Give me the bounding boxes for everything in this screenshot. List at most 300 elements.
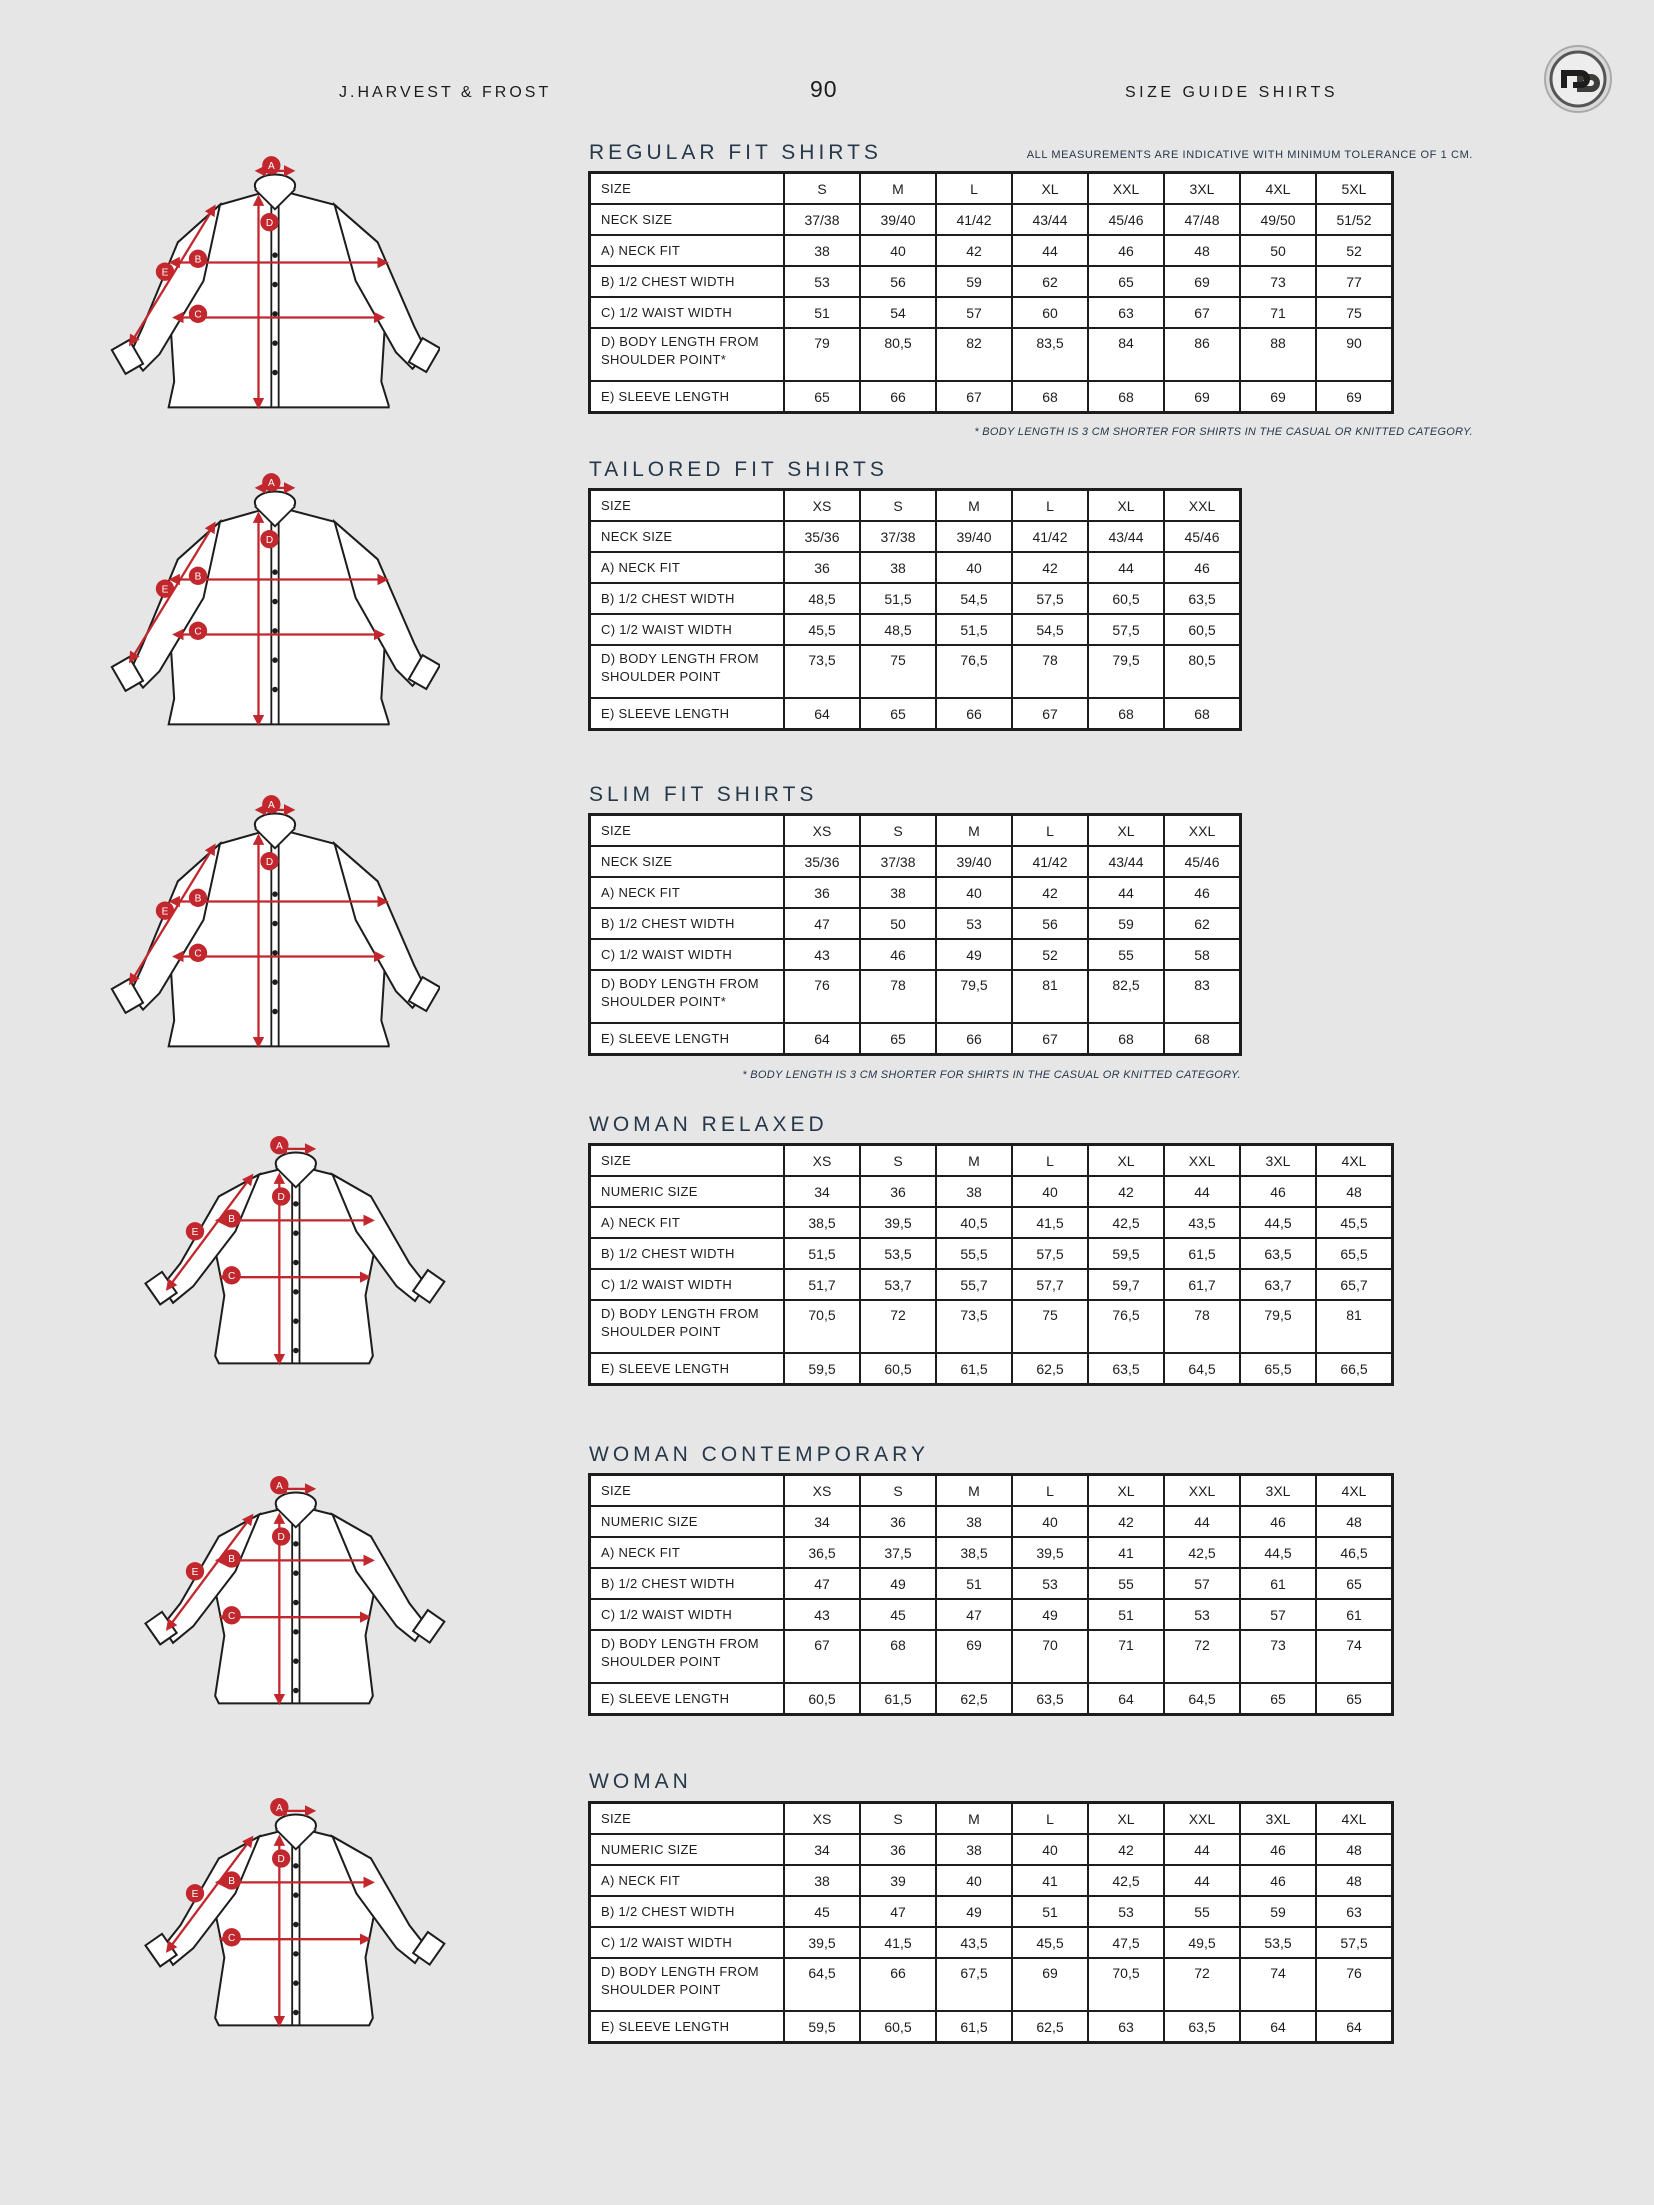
table-cell: 57,5: [1088, 614, 1164, 645]
table-cell: 39,5: [784, 1927, 860, 1958]
table-cell: 62,5: [1012, 1353, 1088, 1385]
svg-text:B: B: [228, 1554, 236, 1566]
table-cell: 60: [1012, 297, 1088, 328]
row-label: E) SLEEVE LENGTH: [590, 1683, 785, 1715]
marker-c: [189, 944, 207, 962]
svg-text:A: A: [267, 161, 275, 172]
table-cell: 48: [1316, 1834, 1393, 1865]
table-cell: 48: [1316, 1176, 1393, 1207]
table-cell: 41,5: [860, 1927, 936, 1958]
row-label: D) BODY LENGTH FROM SHOULDER POINT: [590, 1958, 785, 2011]
table-row: [590, 235, 1393, 266]
table-cell: 69: [1012, 1958, 1088, 2011]
table-cell: 75: [1316, 297, 1393, 328]
table-cell: 69: [1316, 381, 1393, 413]
table-cell: 48: [1316, 1506, 1393, 1537]
row-label: B) 1/2 CHEST WIDTH: [590, 1896, 785, 1927]
table-cell: 59: [936, 266, 1012, 297]
table-cell: 47: [936, 1599, 1012, 1630]
table-cell: 65: [860, 698, 936, 730]
table-cell: 46: [1240, 1506, 1316, 1537]
table-row: [590, 552, 1241, 583]
table-cell: 70,5: [784, 1300, 860, 1353]
table-cell: 48: [1316, 1865, 1393, 1896]
table-cell: 67: [936, 381, 1012, 413]
marker-d: [260, 530, 278, 548]
table-cell: 76: [784, 970, 860, 1023]
marker-a: [270, 1476, 288, 1494]
table-cell: 42: [936, 235, 1012, 266]
table-cell: 36: [784, 877, 860, 908]
table-row: [590, 490, 1241, 522]
table-cell: 65: [1088, 266, 1164, 297]
size-header-cell: XL: [1088, 1145, 1164, 1177]
table-row: [590, 1353, 1393, 1385]
table-cell: 73,5: [784, 645, 860, 698]
table-cell: 61: [1316, 1599, 1393, 1630]
table-cell: 38: [784, 235, 860, 266]
table-cell: 57: [1240, 1599, 1316, 1630]
row-label: NUMERIC SIZE: [590, 1176, 785, 1207]
table-row: [590, 583, 1241, 614]
size-header-cell: 4XL: [1316, 1475, 1393, 1507]
row-label: SIZE: [590, 1145, 785, 1177]
table-cell: 38: [936, 1176, 1012, 1207]
table-cell: 66: [936, 698, 1012, 730]
table-cell: 63: [1088, 2011, 1164, 2043]
table-cell: 90: [1316, 328, 1393, 381]
table-row: [590, 1927, 1393, 1958]
table-cell: 36,5: [784, 1537, 860, 1568]
table-cell: 37,5: [860, 1537, 936, 1568]
table-cell: 42: [1012, 552, 1088, 583]
table-cell: 68: [1164, 1023, 1241, 1055]
section-title: REGULAR FIT SHIRTS: [589, 141, 882, 164]
table-cell: 68: [1088, 381, 1164, 413]
marker-b: [223, 1549, 241, 1567]
table-cell: 65: [1240, 1683, 1316, 1715]
row-label: E) SLEEVE LENGTH: [590, 698, 785, 730]
table-cell: 45/46: [1164, 521, 1241, 552]
table-cell: 47/48: [1164, 204, 1240, 235]
table-cell: 51/52: [1316, 204, 1393, 235]
row-label: A) NECK FIT: [590, 1207, 785, 1238]
table-cell: 44,5: [1240, 1207, 1316, 1238]
table-cell: 44,5: [1240, 1537, 1316, 1568]
table-cell: 76: [1316, 1958, 1393, 2011]
table-cell: 46,5: [1316, 1537, 1393, 1568]
table-cell: 57: [936, 297, 1012, 328]
table-cell: 75: [1012, 1300, 1088, 1353]
table-cell: 80,5: [860, 328, 936, 381]
table-row: [590, 297, 1393, 328]
table-cell: 39/40: [860, 204, 936, 235]
table-cell: 44: [1164, 1865, 1240, 1896]
table-cell: 60,5: [860, 2011, 936, 2043]
size-header-cell: S: [860, 490, 936, 522]
svg-text:D: D: [265, 534, 274, 546]
table-cell: 41/42: [936, 204, 1012, 235]
table-cell: 46: [1240, 1176, 1316, 1207]
table-cell: 39,5: [1012, 1537, 1088, 1568]
table-cell: 43: [784, 1599, 860, 1630]
table-cell: 52: [1316, 235, 1393, 266]
table-row: [590, 939, 1241, 970]
table-cell: 64,5: [784, 1958, 860, 2011]
table-cell: 38,5: [936, 1537, 1012, 1568]
table-cell: 39: [860, 1865, 936, 1896]
row-label: E) SLEEVE LENGTH: [590, 381, 785, 413]
svg-text:B: B: [194, 893, 202, 905]
table-cell: 45,5: [1316, 1207, 1393, 1238]
table-cell: 63: [1088, 297, 1164, 328]
table-cell: 38: [860, 877, 936, 908]
table-cell: 45,5: [1012, 1927, 1088, 1958]
table-row: [590, 2011, 1393, 2043]
row-label: E) SLEEVE LENGTH: [590, 1353, 785, 1385]
table-cell: 68: [860, 1630, 936, 1683]
svg-text:C: C: [228, 1611, 236, 1622]
size-header-cell: 4XL: [1240, 173, 1316, 205]
table-cell: 45,5: [784, 614, 860, 645]
table-cell: 63,7: [1240, 1269, 1316, 1300]
table-cell: 64: [1240, 2011, 1316, 2043]
marker-b: [189, 250, 207, 268]
table-cell: 49/50: [1240, 204, 1316, 235]
row-label: B) 1/2 CHEST WIDTH: [590, 908, 785, 939]
svg-text:B: B: [194, 254, 202, 266]
table-cell: 57,5: [1012, 1238, 1088, 1269]
table-row: [590, 698, 1241, 730]
marker-c: [223, 1928, 241, 1946]
table-cell: 59,5: [784, 1353, 860, 1385]
size-header-cell: 3XL: [1240, 1475, 1316, 1507]
table-cell: 42: [1088, 1834, 1164, 1865]
marker-e: [186, 1562, 204, 1580]
marker-a: [270, 1136, 288, 1154]
table-cell: 56: [860, 266, 936, 297]
table-cell: 63,5: [1012, 1683, 1088, 1715]
size-header-cell: S: [860, 1475, 936, 1507]
table-cell: 61,7: [1164, 1269, 1240, 1300]
table-cell: 54,5: [1012, 614, 1088, 645]
size-table: [588, 1143, 1394, 1386]
table-cell: 76,5: [936, 645, 1012, 698]
row-label: SIZE: [590, 173, 785, 205]
row-label: B) 1/2 CHEST WIDTH: [590, 583, 785, 614]
table-cell: 44: [1088, 552, 1164, 583]
table-cell: 59,5: [784, 2011, 860, 2043]
row-label: NECK SIZE: [590, 846, 785, 877]
shirt-diagram: [140, 1463, 470, 1753]
table-cell: 42: [1088, 1506, 1164, 1537]
table-cell: 40: [936, 877, 1012, 908]
table-cell: 79,5: [1240, 1300, 1316, 1353]
size-header-cell: XL: [1088, 490, 1164, 522]
table-row: [590, 521, 1241, 552]
table-cell: 43/44: [1088, 521, 1164, 552]
table-cell: 51: [1012, 1896, 1088, 1927]
table-cell: 63: [1316, 1896, 1393, 1927]
marker-b: [223, 1871, 241, 1889]
table-cell: 79: [784, 328, 860, 381]
row-label: D) BODY LENGTH FROM SHOULDER POINT: [590, 1630, 785, 1683]
table-cell: 63,5: [1240, 1238, 1316, 1269]
table-cell: 60,5: [784, 1683, 860, 1715]
table-cell: 69: [1164, 266, 1240, 297]
section-title: WOMAN: [589, 1770, 692, 1793]
size-header-cell: S: [860, 1803, 936, 1835]
table-cell: 38: [860, 552, 936, 583]
svg-text:D: D: [265, 856, 274, 868]
table-cell: 42: [1088, 1176, 1164, 1207]
table-cell: 46: [1164, 877, 1241, 908]
table-cell: 56: [1012, 908, 1088, 939]
table-row: [590, 1145, 1393, 1177]
table-row: [590, 1683, 1393, 1715]
table-cell: 51,5: [784, 1238, 860, 1269]
table-cell: 65: [784, 381, 860, 413]
header-brand: J.HARVEST & FROST: [339, 84, 552, 101]
row-label: B) 1/2 CHEST WIDTH: [590, 1568, 785, 1599]
table-cell: 69: [936, 1630, 1012, 1683]
table-row: [590, 204, 1393, 235]
table-cell: 45/46: [1088, 204, 1164, 235]
table-cell: 64,5: [1164, 1353, 1240, 1385]
marker-a: [262, 156, 280, 174]
table-cell: 35/36: [784, 521, 860, 552]
table-cell: 71: [1088, 1630, 1164, 1683]
table-cell: 49: [936, 1896, 1012, 1927]
table-cell: 75: [860, 645, 936, 698]
table-cell: 88: [1240, 328, 1316, 381]
marker-d: [272, 1187, 290, 1205]
table-cell: 53: [1164, 1599, 1240, 1630]
table-cell: 67: [1164, 297, 1240, 328]
table-row: [590, 1537, 1393, 1568]
table-cell: 68: [1088, 698, 1164, 730]
table-cell: 39/40: [936, 521, 1012, 552]
table-cell: 44: [1012, 235, 1088, 266]
table-cell: 65: [1316, 1683, 1393, 1715]
svg-text:D: D: [265, 217, 274, 229]
table-cell: 49: [1012, 1599, 1088, 1630]
svg-text:A: A: [267, 478, 275, 489]
table-row: [590, 266, 1393, 297]
table-row: [590, 815, 1241, 847]
table-cell: 48,5: [784, 583, 860, 614]
table-cell: 52: [1012, 939, 1088, 970]
row-label: D) BODY LENGTH FROM SHOULDER POINT*: [590, 970, 785, 1023]
table-row: [590, 1300, 1393, 1353]
marker-a: [262, 473, 280, 491]
table-row: [590, 1475, 1393, 1507]
size-header-cell: L: [1012, 490, 1088, 522]
tolerance-note: ALL MEASUREMENTS ARE INDICATIVE WITH MINIMUM TOLERANCE OF 1 CM.: [1026, 149, 1473, 161]
table-cell: 45/46: [1164, 846, 1241, 877]
section-title: TAILORED FIT SHIRTS: [589, 458, 888, 481]
table-row: [590, 1506, 1393, 1537]
table-cell: 50: [1240, 235, 1316, 266]
table-row: [590, 1238, 1393, 1269]
table-cell: 48,5: [860, 614, 936, 645]
table-cell: 53: [1088, 1896, 1164, 1927]
table-cell: 73: [1240, 266, 1316, 297]
svg-text:E: E: [161, 906, 169, 918]
row-label: SIZE: [590, 1475, 785, 1507]
table-cell: 34: [784, 1506, 860, 1537]
table-cell: 40: [860, 235, 936, 266]
row-label: C) 1/2 WAIST WIDTH: [590, 297, 785, 328]
row-label: A) NECK FIT: [590, 1865, 785, 1896]
table-cell: 39/40: [936, 846, 1012, 877]
table-row: [590, 1568, 1393, 1599]
table-cell: 53,7: [860, 1269, 936, 1300]
marker-a: [270, 1798, 288, 1816]
table-cell: 60,5: [1164, 614, 1241, 645]
size-header-cell: M: [860, 173, 936, 205]
table-cell: 76,5: [1088, 1300, 1164, 1353]
table-row: [590, 877, 1241, 908]
size-header-cell: XXL: [1164, 815, 1241, 847]
table-row: [590, 970, 1241, 1023]
table-cell: 38: [936, 1834, 1012, 1865]
table-cell: 59: [1088, 908, 1164, 939]
table-row: [590, 645, 1241, 698]
table-cell: 74: [1240, 1958, 1316, 2011]
size-header-cell: XXL: [1164, 490, 1241, 522]
table-cell: 51,7: [784, 1269, 860, 1300]
row-label: C) 1/2 WAIST WIDTH: [590, 1927, 785, 1958]
svg-text:A: A: [275, 1140, 283, 1152]
table-row: [590, 328, 1393, 381]
size-table: [588, 813, 1242, 1056]
table-cell: 43/44: [1088, 846, 1164, 877]
table-cell: 37/38: [860, 521, 936, 552]
table-cell: 38: [936, 1506, 1012, 1537]
table-cell: 36: [784, 552, 860, 583]
row-label: B) 1/2 CHEST WIDTH: [590, 1238, 785, 1269]
table-cell: 68: [1012, 381, 1088, 413]
table-cell: 47: [860, 1896, 936, 1927]
row-label: C) 1/2 WAIST WIDTH: [590, 1599, 785, 1630]
size-table: [588, 488, 1242, 731]
table-cell: 41/42: [1012, 521, 1088, 552]
header-guide-title: SIZE GUIDE SHIRTS: [1125, 84, 1339, 101]
table-cell: 86: [1164, 328, 1240, 381]
row-label: SIZE: [590, 1803, 785, 1835]
table-cell: 55: [1088, 939, 1164, 970]
table-cell: 53,5: [860, 1238, 936, 1269]
section-title: WOMAN RELAXED: [589, 1113, 828, 1136]
table-cell: 68: [1088, 1023, 1164, 1055]
table-cell: 64,5: [1164, 1683, 1240, 1715]
table-row: [590, 381, 1393, 413]
svg-text:C: C: [194, 948, 202, 960]
table-cell: 60,5: [1088, 583, 1164, 614]
table-cell: 68: [1164, 698, 1241, 730]
table-row: [590, 1803, 1393, 1835]
table-cell: 44: [1164, 1834, 1240, 1865]
table-row: [590, 1958, 1393, 2011]
shirt-diagram: [110, 784, 440, 1074]
table-cell: 55: [1164, 1896, 1240, 1927]
size-header-cell: 5XL: [1316, 173, 1393, 205]
row-label: A) NECK FIT: [590, 1537, 785, 1568]
table-cell: 65,5: [1316, 1238, 1393, 1269]
table-cell: 57,5: [1012, 583, 1088, 614]
marker-c: [189, 622, 207, 640]
size-header-cell: S: [860, 815, 936, 847]
table-cell: 59,7: [1088, 1269, 1164, 1300]
table-cell: 82,5: [1088, 970, 1164, 1023]
table-row: [590, 1599, 1393, 1630]
table-cell: 40: [1012, 1506, 1088, 1537]
size-header-cell: XS: [784, 1475, 860, 1507]
size-table: [588, 1473, 1394, 1716]
table-cell: 38,5: [784, 1207, 860, 1238]
table-cell: 55,5: [936, 1238, 1012, 1269]
table-cell: 53: [936, 908, 1012, 939]
table-cell: 70,5: [1088, 1958, 1164, 2011]
row-label: D) BODY LENGTH FROM SHOULDER POINT: [590, 645, 785, 698]
table-cell: 66: [860, 1958, 936, 2011]
table-cell: 64: [784, 698, 860, 730]
table-cell: 63,5: [1088, 1353, 1164, 1385]
table-cell: 49: [860, 1568, 936, 1599]
row-label: SIZE: [590, 490, 785, 522]
marker-a: [262, 795, 280, 813]
table-cell: 53: [1012, 1568, 1088, 1599]
size-header-cell: XS: [784, 815, 860, 847]
table-cell: 45: [784, 1896, 860, 1927]
table-cell: 47: [784, 908, 860, 939]
table-cell: 84: [1088, 328, 1164, 381]
table-cell: 81: [1012, 970, 1088, 1023]
svg-text:B: B: [194, 571, 202, 583]
table-row: [590, 846, 1241, 877]
table-cell: 44: [1164, 1506, 1240, 1537]
size-header-cell: L: [1012, 1803, 1088, 1835]
marker-e: [186, 1222, 204, 1240]
table-cell: 67,5: [936, 1958, 1012, 2011]
row-label: NECK SIZE: [590, 204, 785, 235]
table-cell: 55: [1088, 1568, 1164, 1599]
marker-e: [156, 263, 174, 281]
row-label: C) 1/2 WAIST WIDTH: [590, 1269, 785, 1300]
table-cell: 64: [1088, 1683, 1164, 1715]
marker-e: [186, 1884, 204, 1902]
size-header-cell: XL: [1088, 1475, 1164, 1507]
size-header-cell: XL: [1088, 815, 1164, 847]
marker-b: [189, 567, 207, 585]
table-cell: 61,5: [936, 2011, 1012, 2043]
table-cell: 72: [1164, 1630, 1240, 1683]
table-cell: 65: [860, 1023, 936, 1055]
gd-logo-icon: [1543, 44, 1613, 114]
marker-e: [156, 902, 174, 920]
size-header-cell: 4XL: [1316, 1803, 1393, 1835]
table-cell: 66,5: [1316, 1353, 1393, 1385]
table-cell: 82: [936, 328, 1012, 381]
table-cell: 73,5: [936, 1300, 1012, 1353]
table-cell: 54,5: [936, 583, 1012, 614]
row-label: SIZE: [590, 815, 785, 847]
page-number: 90: [810, 76, 838, 102]
footnote: * BODY LENGTH IS 3 CM SHORTER FOR SHIRTS IN THE CASUAL OR KNITTED CATEGORY.: [974, 426, 1473, 438]
marker-e: [156, 580, 174, 598]
table-cell: 51: [784, 297, 860, 328]
